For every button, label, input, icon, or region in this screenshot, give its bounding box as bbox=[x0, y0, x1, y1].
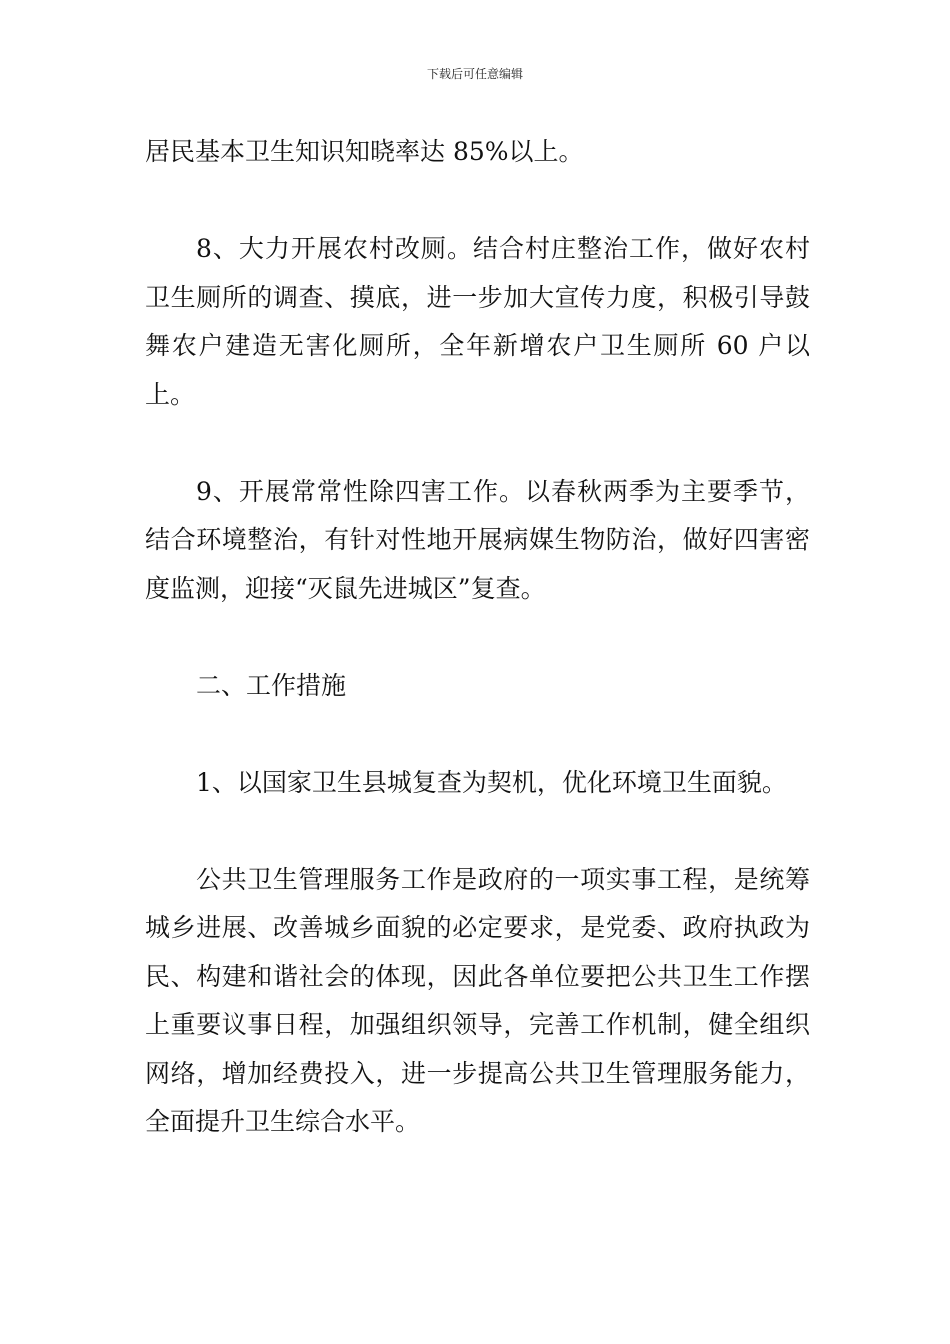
section-heading-measures: 二、工作措施 bbox=[196, 670, 347, 700]
paragraph-measure-1: 1、以国家卫生县城复查为契机，优化环境卫生面貌。 bbox=[196, 767, 787, 797]
paragraph-item-8: 8、大力开展农村改厕。结合村庄整治工作，做好农村卫生厕所的调查、摸底，进一步加大宣传力度，积极引导鼓舞农户建造无害化厕所，全年新增农户卫生厕所 60 户以上。 bbox=[145, 234, 810, 409]
paragraph-item-9: 9、开展常常性除四害工作。以春秋两季为主要季节，结合环境整治，有针对性地开展病媒生物防治，做好四害密度监测，迎接“灭鼠先进城区”复查。 bbox=[145, 476, 810, 603]
paragraph-continuation: 居民基本卫生知识知晓率达 85%以上。 bbox=[145, 137, 584, 166]
document-body bbox=[145, 128, 810, 1147]
paragraph-public-health: 公共卫生管理服务工作是政府的一项实事工程，是统筹城乡进展、改善城乡面貌的必定要求，是党委、政府执政为民、构建和谐社会的体现，因此各单位要把公共卫生工作摆上重要议事日程，加强组织领导，完善工作机制，健全组织网络，增加经费投入，进一步提高公共卫生管理服务能力，全面提升卫生综合水平。 bbox=[145, 864, 810, 1136]
page-header: 下载后可任意编辑 bbox=[426, 67, 523, 81]
